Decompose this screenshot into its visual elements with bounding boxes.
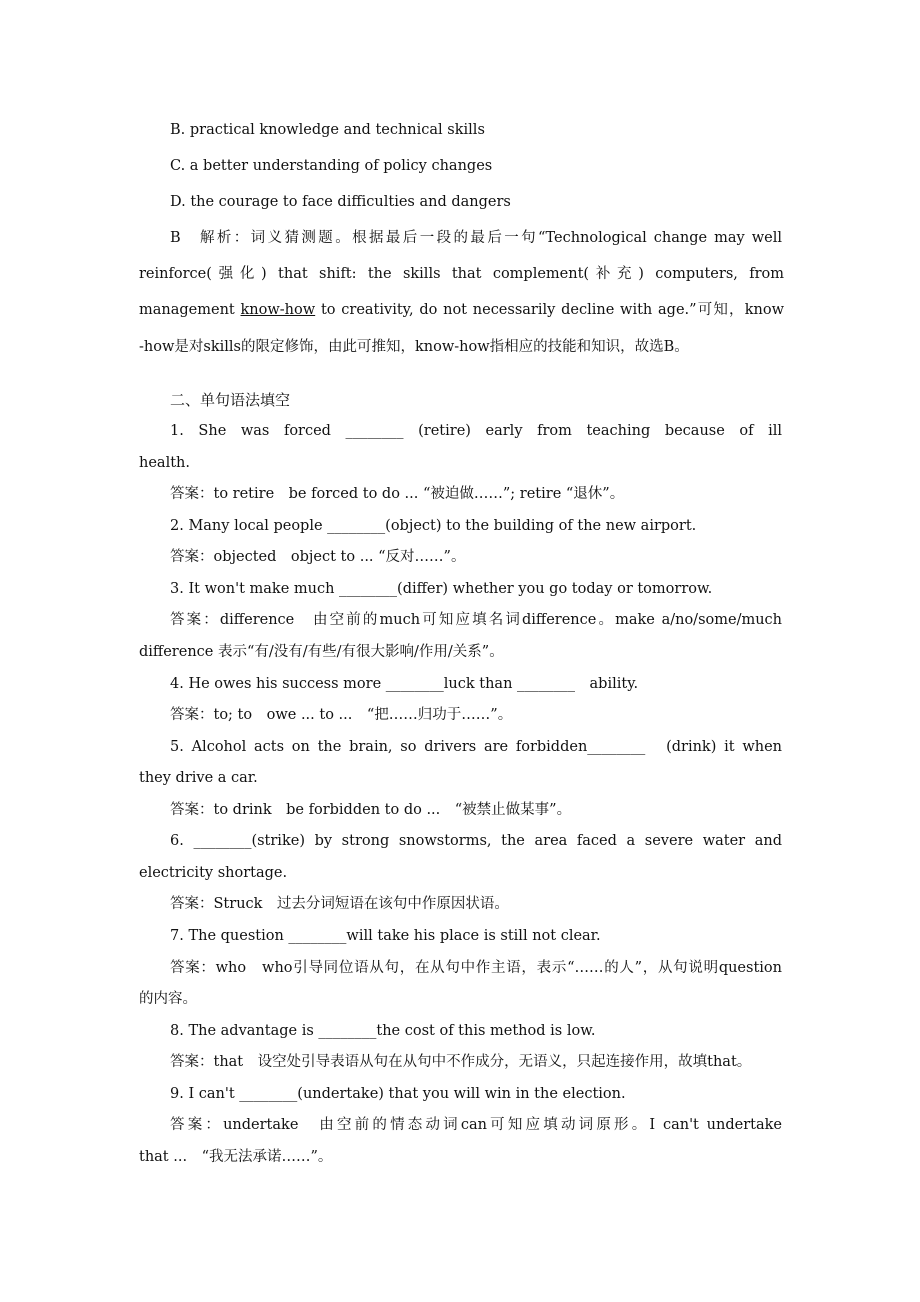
answer-6: 答案：Struck 过去分词短语在该句中作原因状语。 xyxy=(170,896,509,912)
option-d: D. the courage to face difficulties and dangers xyxy=(170,194,511,210)
answer-1: 答案：to retire be forced to do ... “被迫做……”; retire “退休”。 xyxy=(170,486,625,502)
question-3: 3. It won't make much ________(differ) whether you go today or tomorrow. xyxy=(170,581,713,597)
question-9: 9. I can't ________(undertake) that you will win in the election. xyxy=(170,1086,626,1102)
answer-7-line-2: 的内容。 xyxy=(139,991,197,1007)
answer-3-line-2: difference 表示“有/没有/有些/有很大影响/作用/关系”。 xyxy=(139,644,504,660)
explanation-line-3-pre: management xyxy=(139,302,241,318)
question-5-line-1: 5. Alcohol acts on the brain, so drivers are forbidden________ (drink) it when xyxy=(170,739,782,755)
explanation-line-4: -how是对skills的限定修饰，由此可推知，know-how指相应的技能和知识，故选B。 xyxy=(139,339,689,355)
answer-3-line-1: 答案：difference 由空前的much可知应填名词difference。make a/no/some/much xyxy=(170,612,782,628)
underlined-term: know-how xyxy=(240,302,316,318)
answer-5: 答案：to drink be forbidden to do ... “被禁止做某事”。 xyxy=(170,802,572,818)
question-6-line-1: 6. ________(strike) by strong snowstorms, the area faced a severe water and xyxy=(170,833,782,849)
answer-8: 答案：that 设空处引导表语从句在从句中不作成分，无语义，只起连接作用，故填that。 xyxy=(170,1054,752,1070)
option-c: C. a better understanding of policy changes xyxy=(170,158,493,174)
answer-9-line-2: that ... “我无法承诺……”。 xyxy=(139,1149,333,1165)
answer-9-line-1: 答案：undertake 由空前的情态动词can可知应填动词原形。I can't undertake xyxy=(170,1117,782,1133)
question-7: 7. The question ________will take his place is still not clear. xyxy=(170,928,601,944)
section-title: 二、单句语法填空 xyxy=(170,391,291,409)
question-4: 4. He owes his success more ________luck than ________ ability. xyxy=(170,676,639,692)
question-5-line-2: they drive a car. xyxy=(139,770,258,786)
question-6-line-2: electricity shortage. xyxy=(139,865,288,881)
explanation-line-2: reinforce(强化) that shift: the skills that complement(补充) computers, from xyxy=(139,266,784,282)
answer-7-line-1: 答案：who who引导同位语从句，在从句中作主语，表示“……的人”，从句说明question xyxy=(170,960,782,976)
option-b: B. practical knowledge and technical skills xyxy=(170,122,485,138)
explanation-line-3 xyxy=(139,300,784,320)
question-1-line-2: health. xyxy=(139,455,190,471)
explanation-line-1: B 解析：词义猜测题。根据最后一段的最后一句“Technological change may well xyxy=(170,230,782,246)
answer-2: 答案：objected object to ... “反对……”。 xyxy=(170,549,466,565)
explanation-line-3-post: to creativity, do not necessarily decline with age.”可知，know xyxy=(315,302,784,318)
question-8: 8. The advantage is ________the cost of this method is low. xyxy=(170,1023,596,1039)
question-2: 2. Many local people ________(object) to the building of the new airport. xyxy=(170,518,697,534)
answer-4: 答案：to; to owe ... to ... “把……归功于……”。 xyxy=(170,707,513,723)
question-1-line-1: 1. She was forced ________ (retire) early from teaching because of ill xyxy=(170,423,782,439)
